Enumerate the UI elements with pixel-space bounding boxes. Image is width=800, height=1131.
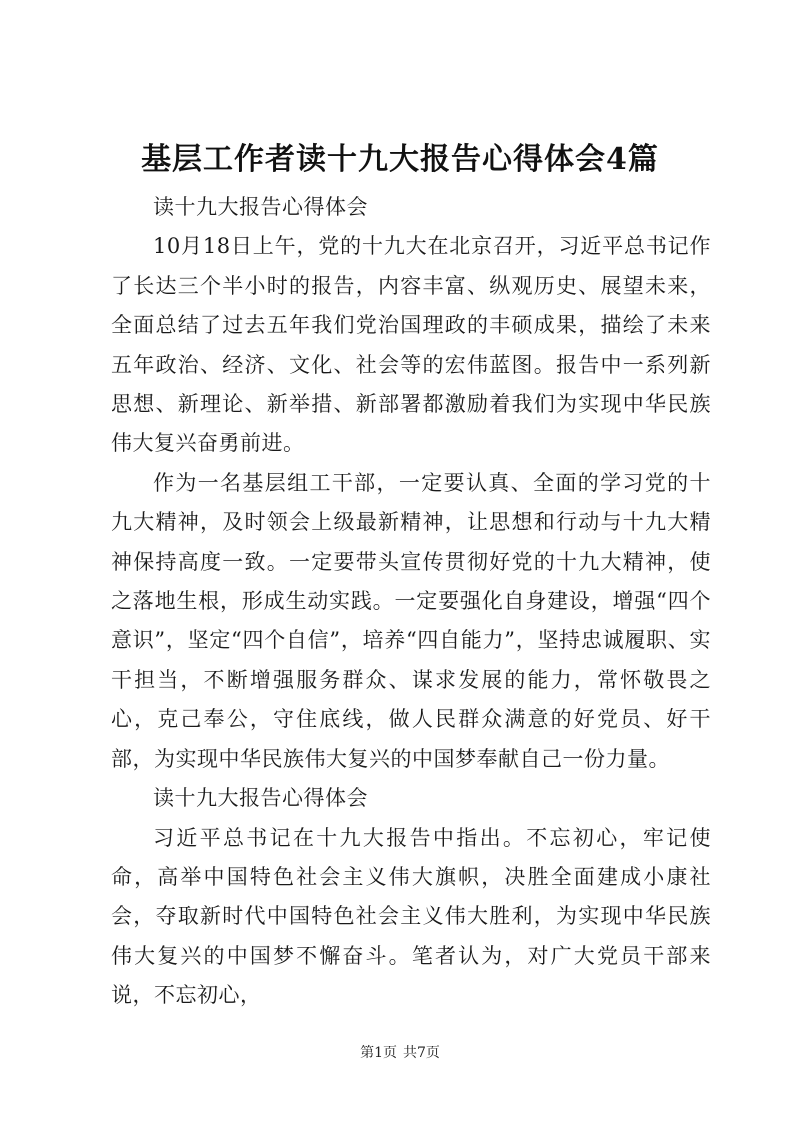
page-total: 共7页 — [403, 1045, 440, 1061]
page-number: 第1页 — [360, 1045, 397, 1061]
paragraph: 10月18日上午，党的十九大在北京召开，习近平总书记作了长达三个半小时的报告，内容丰富、纵观历史、展望未来，全面总结了过去五年我们党治国理政的丰硕成果，描绘了未来五年政治、经济、文化、社会等的宏伟蓝图。报告中一系列新思想、新理论、新举措、新部署都激励着我们为实现中华民族伟大复兴奋勇前进。 — [111, 234, 711, 456]
section-heading: 读十九大报告心得体会 — [153, 195, 368, 219]
document-body — [111, 188, 711, 1016]
section-heading: 读十九大报告心得体会 — [153, 786, 368, 811]
paragraph: 作为一名基层组工干部，一定要认真、全面的学习党的十九大精神，及时领会上级最新精神，让思想和行动与十九大精神保持高度一致。一定要带头宣传贯彻好党的十九大精神，使之落地生根，形成生动实践。一定要强化自身建设，增强“四个意识”，坚定“四个自信”，培养“四自能力”，坚持忠诚履职、实干担当，不断增强服务群众、谋求发展的能力，常怀敬畏之心，克己奉公，守住底线，做人民群众满意的好党员、好干部，为实现中华民族伟大复兴的中国梦奉献自己一份力量。 — [111, 470, 711, 771]
paragraph: 习近平总书记在十九大报告中指出。不忘初心，牢记使命，高举中国特色社会主义伟大旗帜，决胜全面建成小康社会，夺取新时代中国特色社会主义伟大胜利，为实现中华民族伟大复兴的中国梦不懈奋斗。笔者认为，对广大党员干部来说，不忘初心， — [111, 825, 711, 1008]
page-footer — [0, 1043, 800, 1063]
document-title: 基层工作者读十九大报告心得体会4篇 — [141, 142, 659, 177]
